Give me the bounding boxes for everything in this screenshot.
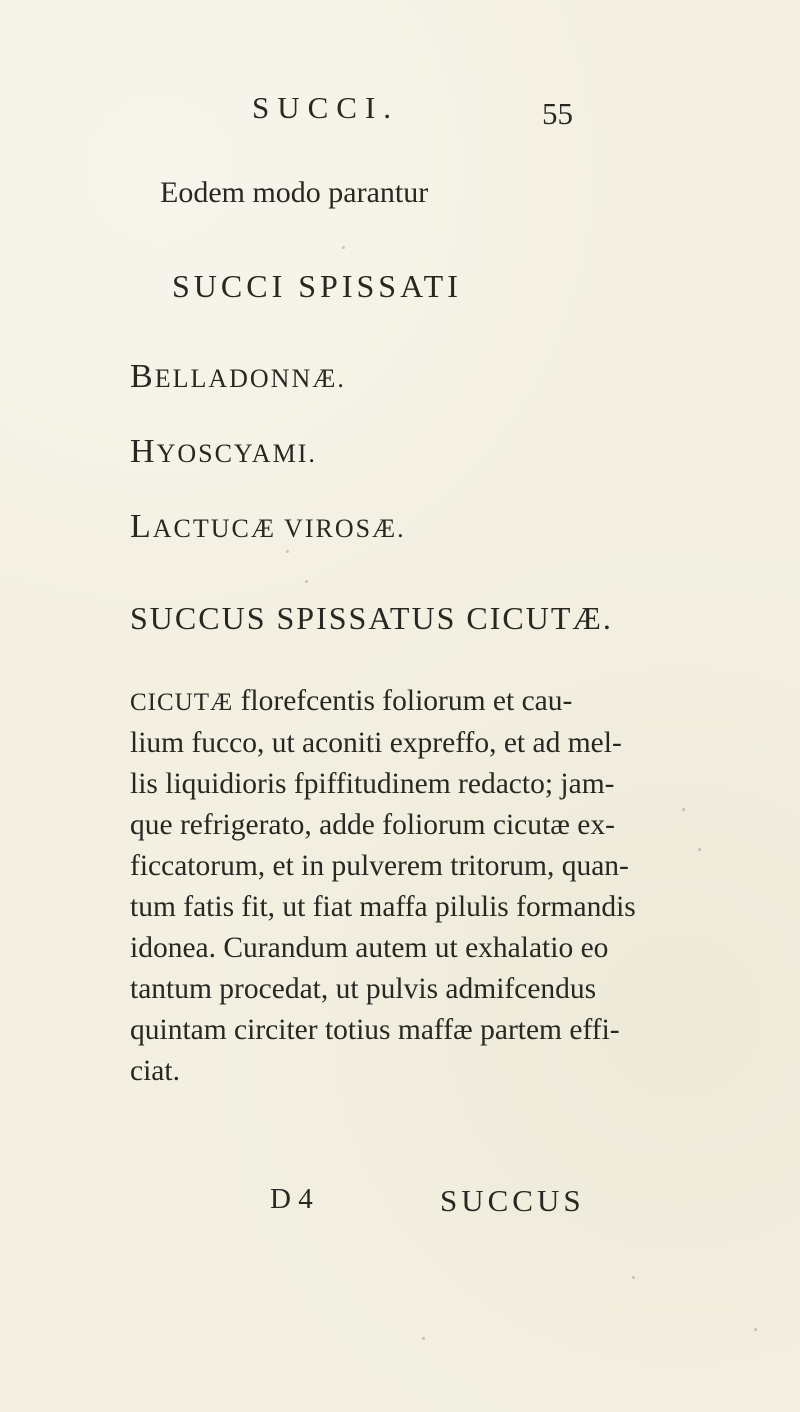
list-item-lactucae-virosae: LACTUCÆ VIROSÆ. — [130, 508, 406, 545]
page-number: 55 — [542, 96, 573, 131]
paragraph-line — [130, 681, 650, 723]
section-heading-succi-spissati: SUCCI SPISSATI — [172, 268, 462, 304]
paragraph-line: lis liquidioris fpiffitudinem redacto; jam- — [130, 768, 615, 800]
paper-speck — [632, 1276, 635, 1279]
signature-mark: D 4 — [270, 1183, 313, 1215]
paper-speck — [682, 808, 685, 811]
running-head: SUCCI. — [252, 90, 400, 125]
paper-speck — [286, 550, 289, 553]
paper-speck — [422, 1337, 425, 1340]
paragraph-line: ficcatorum, et in pulverem tritorum, quan- — [130, 850, 629, 882]
paragraph-line: tum fatis fit, ut fiat maffa pilulis formandis — [130, 891, 636, 923]
paragraph-line: quintam circiter totius maffæ partem effi- — [130, 1014, 620, 1046]
paper-speck — [305, 580, 308, 583]
paragraph-line: lium fucco, ut aconiti expreffo, et ad mel- — [130, 727, 622, 759]
paper-speck — [754, 1328, 757, 1331]
paper-speck — [342, 246, 345, 249]
section-heading-succus-spissatus-cicutae: SUCCUS SPISSATUS CICUTÆ. — [130, 600, 613, 636]
paragraph-line: que refrigerato, adde foliorum cicutæ ex- — [130, 809, 615, 841]
eodem-line: Eodem modo parantur — [160, 176, 429, 209]
paragraph-line: idonea. Curandum autem ut exhalatio eo — [130, 932, 609, 964]
catchword: SUCCUS — [440, 1183, 585, 1218]
paragraph-line-text: florefcentis foliorum et cau- — [233, 685, 573, 717]
paper-speck — [698, 848, 701, 851]
recipe-paragraph — [130, 681, 650, 1092]
paragraph-lead-word: CICUTÆ — [130, 689, 234, 716]
list-item-hyoscyami: HYOSCYAMI. — [130, 433, 317, 470]
paragraph-line: tantum procedat, ut pulvis admifcendus — [130, 973, 597, 1005]
paragraph-line: ciat. — [130, 1055, 180, 1087]
list-item-belladonnae: BELLADONNÆ. — [130, 358, 346, 395]
